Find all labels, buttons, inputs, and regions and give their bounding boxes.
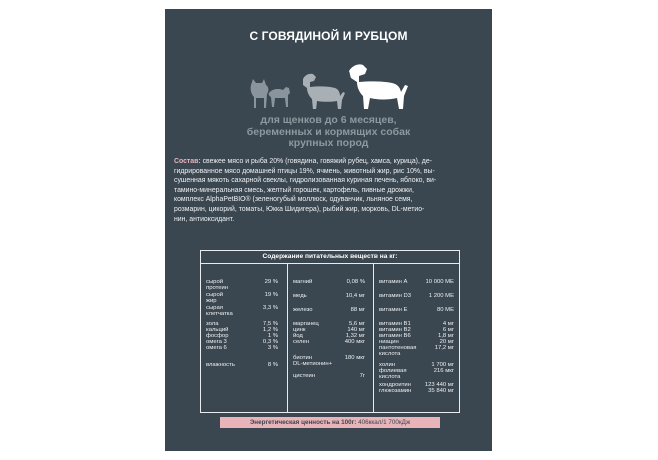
nutrient-name: витамин В6 [379,333,411,339]
nutrient-name: DL-метионин+ [293,361,333,367]
target-audience [165,115,492,150]
nutrient-name: витамин D3 [379,293,412,299]
nutrient-value: 35 840 мг [428,388,454,394]
nutrient-value: 400 мкг [344,339,365,345]
nutrient-name: сырая [206,305,223,311]
nutrient-name: йод [293,333,303,339]
composition-line: сушенная мякоть сахарной свеклы, гидролизованная куриная печень, яблоко, ви- [174,177,437,185]
column-divider [373,264,374,412]
nutrient-value: 7,5 % [262,321,278,327]
nutrient-name: витамин Е [379,307,408,313]
nutrient-value: 3 % [267,345,278,351]
nutrient-name: магний [293,279,313,285]
subtitle-line: крупных пород [288,137,369,149]
nutrient-name: железо [293,307,313,313]
nutrient-name: цинк [293,327,306,333]
nutrient-name: протеин [206,285,229,291]
product-title: С ГОВЯДИНОЙ И РУБЦОМ [249,29,408,43]
energy-label: Энергетическая ценность на 100г: [249,419,357,426]
composition-text [174,157,486,224]
dog-size-icons [245,57,415,109]
nutrient-name: зола [206,321,219,327]
energy-value: 406ккал/1 700кДж [356,419,411,426]
nutrient-value: 6 мг [442,327,454,333]
small-dog-cat-icon [251,79,290,108]
nutrient-value: 1,32 мг [345,333,365,339]
nutrient-value: 7г [359,373,365,379]
nutrient-name: цистеин [293,373,316,379]
nutrient-name: витамин В1 [379,321,411,327]
nutrient-name: хондроитин [379,382,411,388]
nutrient-value: 8 % [267,362,278,368]
nutrient-name: фолиевая [379,368,407,374]
composition-line: свежее мясо и рыба 20% (говядина, говяжий рубец, хамса, курица), де- [200,158,432,165]
nutrient-value: 1,8 мг [437,333,454,339]
nutrient-name: холин [379,362,396,368]
nutrient-name: сырой [206,279,224,285]
nutrient-name: омега 6 [206,345,227,351]
nutrient-value: 20 мг [439,339,454,345]
large-dog-icon [349,64,408,109]
subtitle-line: для щенков до 6 месяцев, [260,114,397,126]
composition-line: нин, антиоксидант. [174,215,235,223]
nutrient-name: глюкозамин [379,388,412,394]
nutrient-name: медь [293,293,307,299]
nutrients-table [200,250,460,413]
nutrient-value: 5,6 мг [348,321,365,327]
nutrient-name: фосфор [206,333,229,339]
nutrient-value: 4 мг [442,321,454,327]
nutrient-value: 17,2 мг [434,345,454,351]
energy-value-bar [220,417,440,428]
nutrient-value: 123 440 мг [424,382,454,388]
nutrient-name: пантотеновая [379,345,417,351]
nutrient-value: 1 % [267,333,278,339]
nutrient-name: кислота [379,351,401,357]
composition-line: комплекс AlphaPetBIO® (зеленогубый моллюск, одуванчик, льняное семя, [174,196,413,204]
nutrient-value: 19 % [264,292,278,298]
nutrient-value: 180 мкг [344,355,365,361]
nutrients-table-header: Содержание питательных веществ на кг: [201,251,459,264]
column-divider [287,264,288,412]
nutrient-name: кислота [379,374,401,380]
nutrient-value: 10 000 МЕ [425,279,454,285]
composition-line: тамино-минеральная смесь, желтый горошек, картофель, пивные дрожжи, [174,186,414,194]
nutrient-value: 29 % [264,279,278,285]
nutrient-value: 0,08 % [346,279,365,285]
nutrient-value: 216 мкг [433,368,454,374]
nutrient-value: 80 МЕ [436,307,454,313]
nutrient-value: 1,2 % [262,327,278,333]
nutrient-value: 10,4 мг [345,293,365,299]
nutrient-name: жир [206,298,217,304]
nutrient-value: 1 700 мг [431,362,454,368]
nutrient-name: марганец [293,321,319,327]
nutrient-name: клетчатка [206,311,233,317]
composition-line: гидрированное мясо домашней птицы 19%, ячмень, животный жир, рис 10%, вы- [174,167,435,175]
product-info-panel [165,9,492,451]
nutrient-value: 0,3 % [262,339,278,345]
nutrient-name: витамин А [379,279,408,285]
nutrient-value: 3,3 % [262,305,278,311]
composition-line: розмарин, цикорий, томаты, Юкка Шидигера), рыбий жир, морковь, DL-метио- [174,205,425,213]
composition-label: Состав: [174,158,201,165]
nutrient-name: селен [293,339,309,345]
medium-dog-icon [303,74,345,109]
nutrient-value: 88 мг [350,307,365,313]
nutrient-value: 1 200 МЕ [428,293,454,299]
nutrient-name: кальций [206,327,229,333]
nutrient-name: омега 3 [206,339,227,345]
nutrient-name: сырой [206,292,224,298]
nutrient-name: ниацин [379,339,399,345]
nutrient-value: 140 мг [347,327,365,333]
subtitle-line: беременных и кормящих собак [246,125,411,138]
nutrient-name: биотин [293,355,313,361]
nutrient-name: влажность [206,362,235,368]
nutrient-name: витамин В2 [379,327,411,333]
